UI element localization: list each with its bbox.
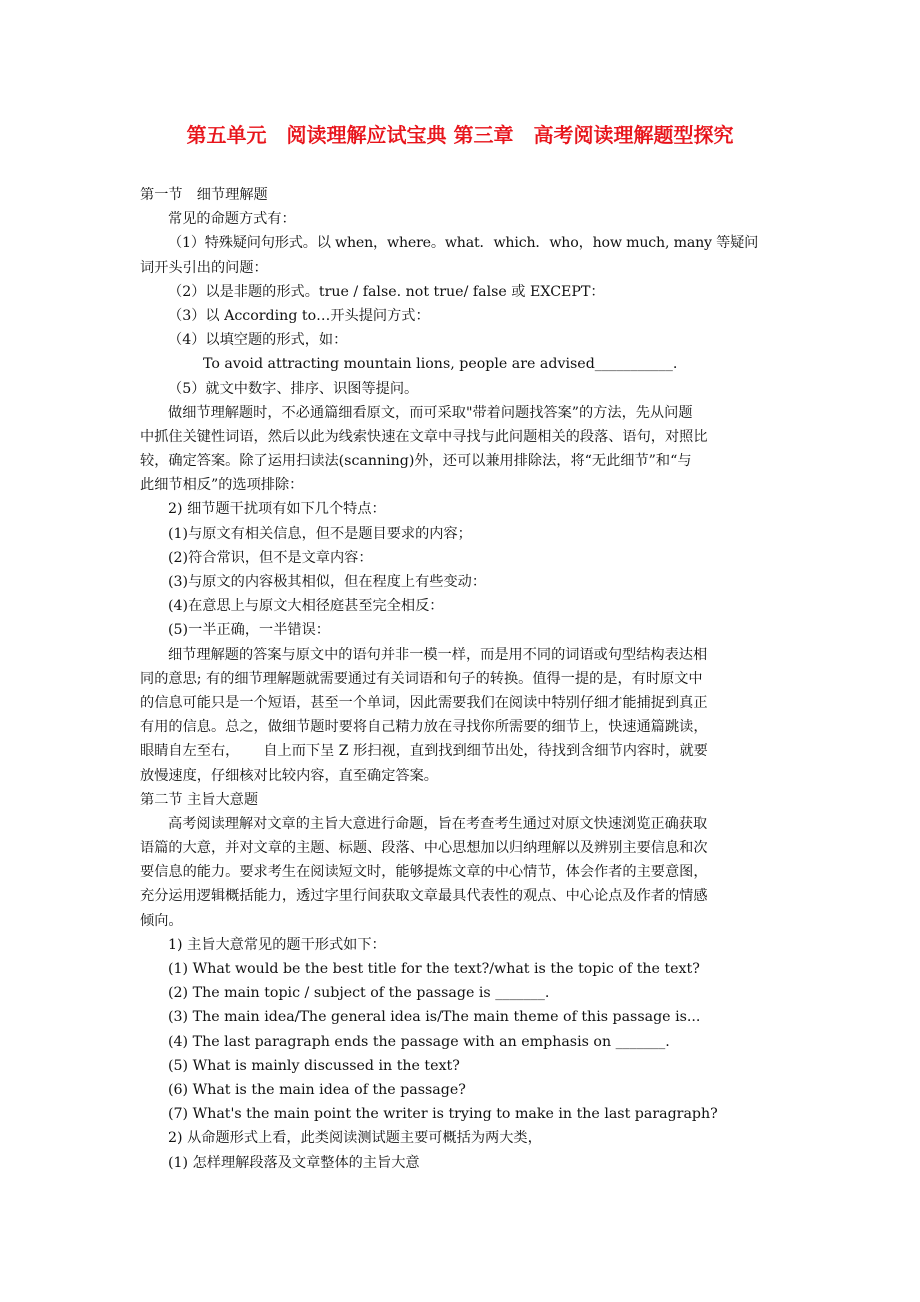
- section-1-item-4: （4）以填空题的形式，如：: [168, 332, 348, 349]
- section-1-para-2-line-6: 放慢速度，仔细核对比较内容，直至确定答案。: [140, 767, 438, 784]
- section-1-para-1-line-1: 做细节理解题时，不必通篇细看原文，而可采取"带着问题找答案”的方法，先从问题: [168, 404, 693, 421]
- section-2-para-1-line-5: 倾向。: [140, 912, 183, 929]
- section-2-category-1: (1) 怎样理解段落及文章整体的主旨大意: [168, 1154, 420, 1171]
- section-1-para-2-line-5-part-a: 眼睛自左至右，: [140, 743, 240, 760]
- section-1-item-2: （2）以是非题的形式。true / false. not true/ false 或 EXCEPT：: [168, 283, 605, 300]
- section-1-para-1-line-2: 中抓住关键性词语，然后以此为线索快速在文章中寻找与此问题相关的段落、语句，对照比: [140, 428, 708, 445]
- section-2-question-7: (7) What's the main point the writer is trying to make in the last paragraph?: [168, 1106, 718, 1123]
- section-2-category-heading: 2) 从命题形式上看，此类阅读测试题主要可概括为两大类，: [168, 1130, 542, 1147]
- section-1-para-1-line-3: 较，确定答案。除了运用扫读法(scanning)外，还可以兼用排除法，将“无此细节”和“与: [140, 453, 692, 470]
- section-1-item-5: （5）就文中数字、排序、识图等提问。: [168, 380, 419, 397]
- section-2-forms-heading: 1) 主旨大意常见的题干形式如下：: [168, 936, 386, 953]
- section-2-question-5: (5) What is mainly discussed in the text?: [168, 1057, 460, 1074]
- section-2-para-1-line-1: 高考阅读理解对文章的主旨大意进行命题，旨在考查考生通过对原文快速浏览正确获取: [168, 815, 708, 832]
- section-1-distractor-2: (2)符合常识，但不是文章内容：: [168, 549, 373, 566]
- section-2-question-2: (2) The main topic / subject of the passage is _______.: [168, 985, 550, 1002]
- section-1-distractor-1: (1)与原文有相关信息，但不是题目要求的内容；: [168, 525, 472, 542]
- section-2-para-1-line-3: 要信息的能力。要求考生在阅读短文时，能够提炼文章的中心情节，体会作者的主要意图，: [140, 864, 708, 881]
- section-2-para-1-line-2: 语篇的大意，并对文章的主题、标题、段落、中心思想加以归纳理解以及辨别主要信息和次: [140, 840, 708, 857]
- section-1-para-2-line-5-part-b: 自上而下呈 Z 形扫视，直到找到细节出处，待找到含细节内容时，就要: [263, 743, 708, 760]
- section-1-distractor-heading: 2) 细节题干扰项有如下几个特点：: [168, 501, 386, 518]
- section-1-distractor-5: (5)一半正确，一半错误：: [168, 622, 330, 639]
- section-1-item-4-example: To avoid attracting mountain lions, people are advised___________.: [203, 356, 678, 373]
- section-1-item-3: （3）以 According to…开头提问方式：: [168, 307, 430, 324]
- section-2-heading: 第二节 主旨大意题: [140, 791, 259, 808]
- section-2-question-4: (4) The last paragraph ends the passage with an emphasis on _______.: [168, 1033, 670, 1050]
- section-1-para-2-line-1: 细节理解题的答案与原文中的语句并非一模一样，而是用不同的词语或句型结构表达相: [168, 646, 708, 663]
- section-1-intro: 常见的命题方式有：: [168, 211, 296, 228]
- section-1-para-2-line-5: [140, 739, 788, 763]
- section-1-para-2-line-4: 有用的信息。总之，做细节题时要将自己精力放在寻找你所需要的细节上，快速通篇跳读，: [140, 719, 708, 736]
- section-1-para-1-line-4: 此细节相反”的选项排除：: [140, 477, 304, 494]
- section-2-question-3: (3) The main idea/The general idea is/The main theme of this passage is...: [168, 1009, 701, 1026]
- section-1-para-2-line-3: 的信息可能只是一个短语，甚至一个单词，因此需要我们在阅读中特别仔细才能捕捉到真正: [140, 694, 708, 711]
- section-1-distractor-3: (3)与原文的内容极其相似，但在程度上有些变动：: [168, 574, 487, 590]
- section-1-para-2-line-2: 同的意思; 有的细节理解题就需要通过有关词语和句子的转换。值得一提的是，有时原文中: [140, 670, 703, 687]
- section-1-heading: 第一节 细节理解题: [140, 187, 268, 203]
- section-1-item-1-line-1: （1）特殊疑问句形式。以 when，where。what．which．who，how much, many 等疑问: [168, 235, 759, 252]
- section-2-question-1: (1) What would be the best title for the text?/what is the topic of the text?: [168, 961, 700, 977]
- document-title: 第五单元 阅读理解应试宝典 第三章 高考阅读理解题型探究: [186, 123, 734, 147]
- section-2-question-6: (6) What is the main idea of the passage?: [168, 1081, 466, 1098]
- section-1-item-1-line-2: 词开头引出的问题：: [140, 259, 268, 276]
- section-1-distractor-4: (4)在意思上与原文大相径庭甚至完全相反：: [168, 598, 444, 615]
- section-2-para-1-line-4: 充分运用逻辑概括能力，透过字里行间获取文章最具代表性的观点、中心论点及作者的情感: [140, 888, 708, 905]
- document-body: [140, 183, 788, 1175]
